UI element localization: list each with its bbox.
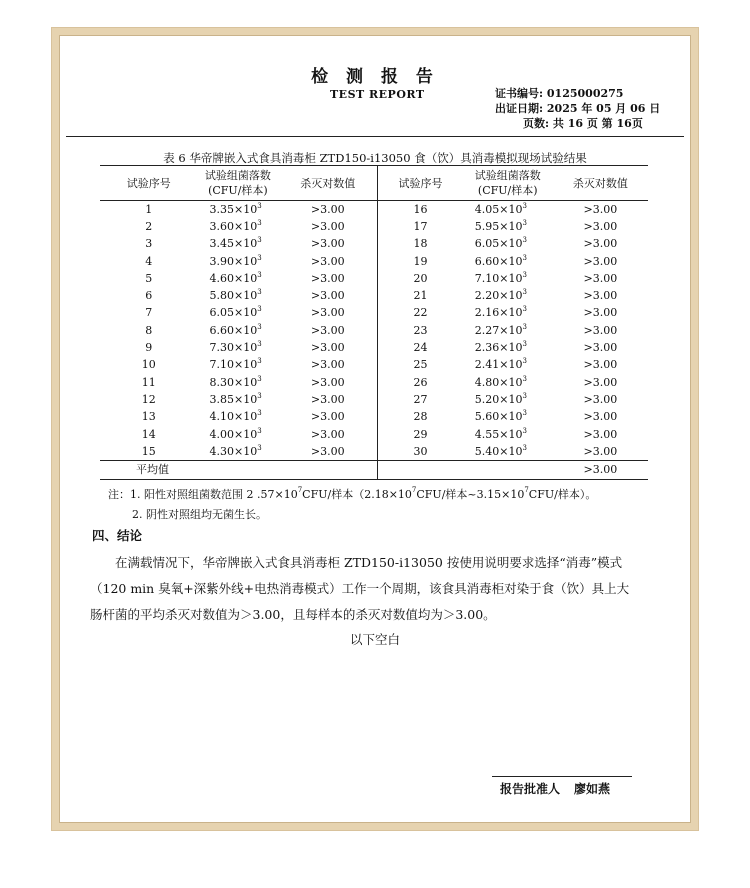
average-row: [100, 461, 648, 479]
kill-log-value: >3.00: [583, 427, 618, 441]
kill-log-value: >3.00: [583, 358, 618, 372]
trial-no: 22: [413, 306, 428, 320]
colony-count: $4.10\times 10^3$: [209, 409, 262, 424]
colony-count: $4.30\times 10^3$: [209, 443, 262, 458]
trial-no: 29: [413, 427, 428, 441]
trial-no: 30: [413, 444, 428, 458]
colony-count: $3.90\times 10^3$: [209, 253, 262, 268]
kill-log-value: >3.00: [583, 254, 618, 268]
trial-no: 10: [141, 358, 156, 372]
colony-count: $7.30\times 10^3$: [209, 340, 262, 355]
table-row: [100, 253, 648, 270]
kill-log-value: >3.00: [583, 375, 618, 389]
report-title: 检 测 报 告: [311, 67, 439, 87]
table-row: [100, 236, 648, 253]
colony-count: $3.35\times 10^3$: [209, 201, 262, 216]
approver-signature: 报告批准人 廖如燕: [500, 782, 611, 796]
colony-count: $4.55\times 10^3$: [474, 426, 527, 441]
colony-count: $3.60\times 10^3$: [209, 218, 262, 233]
colony-count: $5.60\times 10^3$: [474, 409, 527, 424]
table-row: [100, 218, 648, 235]
header-trial-no: 试验序号: [126, 176, 171, 190]
trial-no: 21: [413, 289, 428, 303]
colony-count: $6.60\times 10^3$: [474, 253, 527, 268]
kill-log-value: >3.00: [583, 289, 618, 303]
kill-log-value: >3.00: [278, 236, 377, 253]
kill-log-value: >3.00: [278, 443, 377, 461]
table-row: [100, 339, 648, 356]
colony-count: $4.60\times 10^3$: [209, 270, 262, 285]
issue-date: 出证日期: 2025 年 05 月 06 日: [495, 102, 661, 115]
kill-log-value: >3.00: [583, 271, 618, 285]
kill-log-value: >3.00: [583, 410, 618, 424]
trial-no: 1: [145, 202, 153, 216]
kill-log-value: >3.00: [583, 323, 618, 337]
average-label: 平均值: [100, 461, 378, 479]
trial-no: 24: [413, 341, 428, 355]
kill-log-value: >3.00: [278, 270, 377, 287]
report-meta: [495, 86, 660, 131]
kill-log-value: >3.00: [583, 202, 618, 216]
colony-count: $2.27\times 10^3$: [474, 322, 527, 337]
average-value: >3.00: [583, 463, 618, 477]
kill-log-value: >3.00: [278, 201, 377, 219]
trial-no: 11: [141, 375, 156, 389]
table-caption: 表 6 华帝牌嵌入式食具消毒柜 ZTD150-i13050 食（饮）具消毒模拟现场试验结果: [163, 151, 587, 165]
trial-no: 15: [141, 444, 156, 458]
kill-log-value: >3.00: [278, 426, 377, 443]
trial-no: 9: [145, 341, 153, 355]
blank-below-note: 以下空白: [349, 632, 400, 647]
trial-no: 4: [145, 254, 153, 268]
trial-no: 19: [413, 254, 428, 268]
kill-log-value: >3.00: [278, 305, 377, 322]
kill-log-value: >3.00: [583, 306, 618, 320]
colony-count: $4.00\times 10^3$: [209, 426, 262, 441]
note-positive-control: 注：1. 阳性对照组菌数范围 2 $.57\times 10^7CFU/$样本（$2.18\times 10^7CFU/$样本$\sim 3.15\times 10^7CFU/$样本）。: [108, 486, 597, 501]
table-row: [100, 201, 648, 219]
trial-no: 18: [413, 237, 428, 251]
kill-log-value: >3.00: [583, 237, 618, 251]
table-row: [100, 409, 648, 426]
trial-no: 8: [145, 323, 153, 337]
report-subtitle: TEST REPORT: [330, 88, 425, 101]
colony-count: $5.80\times 10^3$: [209, 288, 262, 303]
colony-count: $2.36\times 10^3$: [474, 340, 527, 355]
colony-count: $3.85\times 10^3$: [209, 391, 262, 406]
colony-count: $6.60\times 10^3$: [209, 322, 262, 337]
table-header-row: [100, 166, 648, 201]
conclusion-text: 在满载情况下，华帝牌嵌入式食具消毒柜 ZTD150-i13050 按使用说明要求选择“消毒”模式 （120 min 臭氧+深紫外线+电热消毒模式）工作一个周期，该食具消毒柜对染于食（饮）具上大 肠杆菌的平均杀灭对数值为＞3.00，且每样本的杀灭对数值均为＞3.00。: [90, 555, 630, 622]
trial-no: 3: [145, 237, 153, 251]
colony-count: $2.16\times 10^3$: [474, 305, 527, 320]
colony-count: $3.45\times 10^3$: [209, 236, 262, 251]
kill-log-value: >3.00: [278, 322, 377, 339]
trial-no: 17: [413, 219, 428, 233]
trial-no: 2: [145, 219, 153, 233]
kill-log-value: >3.00: [583, 341, 618, 355]
kill-log-value: >3.00: [278, 287, 377, 304]
colony-count: $5.40\times 10^3$: [474, 443, 527, 458]
header-trial-no-right: 试验序号: [398, 176, 443, 190]
colony-count: $8.30\times 10^3$: [209, 374, 262, 389]
table-row: [100, 443, 648, 461]
table-row: [100, 426, 648, 443]
colony-count: $6.05\times 10^3$: [209, 305, 262, 320]
colony-count: $2.41\times 10^3$: [474, 357, 527, 372]
signature-line: [492, 776, 632, 777]
kill-log-value: >3.00: [278, 409, 377, 426]
trial-no: 14: [141, 427, 156, 441]
header-colony-count: 试验组菌落数 (CFU/样本): [204, 169, 271, 197]
header-divider: [66, 136, 684, 137]
kill-log-value: >3.00: [278, 339, 377, 356]
table-row: [100, 374, 648, 391]
header-colony-count-right: 试验组菌落数 (CFU/样本): [474, 169, 541, 197]
kill-log-value: >3.00: [278, 253, 377, 270]
colony-count: $2.20\times 10^3$: [474, 288, 527, 303]
kill-log-value: >3.00: [583, 444, 618, 458]
table-row: [100, 287, 648, 304]
note-negative-control: 2. 阴性对照组均无菌生长。: [132, 508, 267, 521]
average-empty: [378, 461, 553, 479]
trial-no: 26: [413, 375, 428, 389]
colony-count: $7.10\times 10^3$: [474, 270, 527, 285]
colony-count: $5.95\times 10^3$: [474, 218, 527, 233]
results-table: [100, 165, 648, 480]
trial-no: 5: [145, 271, 153, 285]
kill-log-value: >3.00: [278, 391, 377, 408]
trial-no: 12: [141, 392, 156, 406]
trial-no: 27: [413, 392, 428, 406]
certificate-number: 证书编号: 0125000275: [495, 87, 624, 100]
trial-no: 16: [413, 202, 428, 216]
header-kill-log: 杀灭对数值: [278, 166, 377, 201]
colony-count: $4.05\times 10^3$: [474, 201, 527, 216]
kill-log-value: >3.00: [583, 392, 618, 406]
page-count: 页数: 共 16 页 第 16页: [523, 117, 643, 130]
trial-no: 7: [145, 306, 153, 320]
colony-count: $5.20\times 10^3$: [474, 391, 527, 406]
trial-no: 6: [145, 289, 153, 303]
colony-count: $6.05\times 10^3$: [474, 236, 527, 251]
trial-no: 25: [413, 358, 428, 372]
colony-count: $4.80\times 10^3$: [474, 374, 527, 389]
table-row: [100, 357, 648, 374]
table-row: [100, 270, 648, 287]
kill-log-value: >3.00: [583, 219, 618, 233]
trial-no: 13: [141, 410, 156, 424]
table-row: [100, 391, 648, 408]
table-row: [100, 305, 648, 322]
trial-no: 20: [413, 271, 428, 285]
kill-log-value: >3.00: [278, 218, 377, 235]
kill-log-value: >3.00: [278, 357, 377, 374]
trial-no: 28: [413, 410, 428, 424]
header-kill-log-right: 杀灭对数值: [572, 176, 628, 190]
trial-no: 23: [413, 323, 428, 337]
conclusion-heading: 四、结论: [92, 528, 143, 543]
kill-log-value: >3.00: [278, 374, 377, 391]
table-row: [100, 322, 648, 339]
colony-count: $7.10\times 10^3$: [209, 357, 262, 372]
